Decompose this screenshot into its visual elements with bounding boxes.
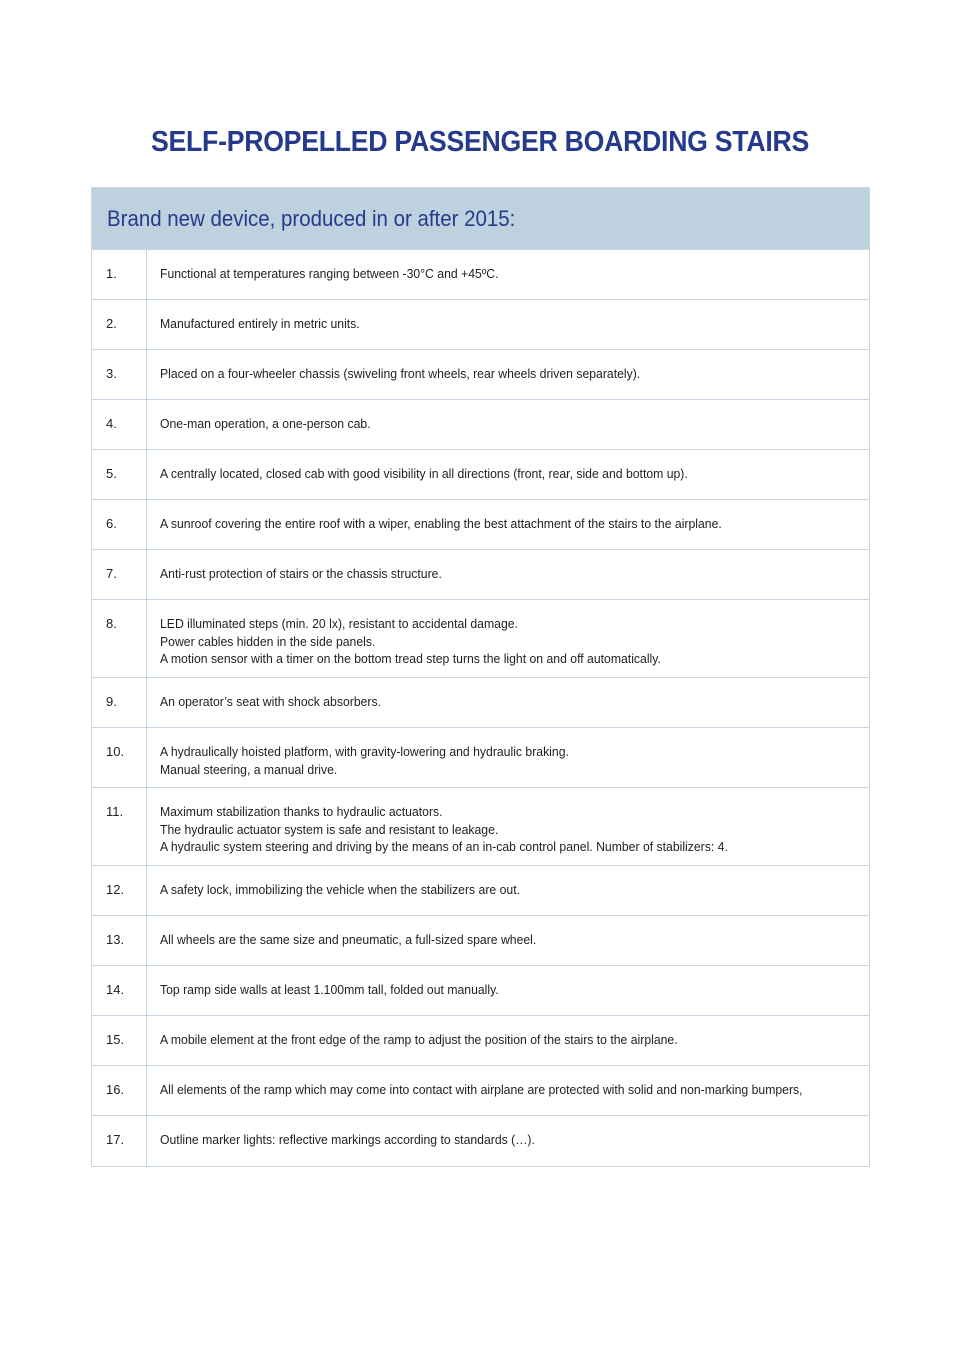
- table-body: [92, 250, 869, 1166]
- row-number: 17.: [92, 1116, 147, 1166]
- table-row: [92, 250, 869, 300]
- row-text-line: A centrally located, closed cab with good visibility in all directions (front, rear, side and bottom up).: [160, 466, 688, 481]
- row-number: 5.: [92, 450, 147, 499]
- table-row: [92, 728, 869, 788]
- table-header: [92, 188, 869, 250]
- row-text: [147, 788, 869, 865]
- row-text-line: Outline marker lights: reflective markings according to standards (…).: [160, 1132, 535, 1147]
- table-row: [92, 500, 869, 550]
- table-row: [92, 866, 869, 916]
- row-text: [147, 600, 869, 677]
- page-title: SELF-PROPELLED PASSENGER BOARDING STAIRS: [150, 126, 810, 158]
- row-text: [147, 300, 869, 349]
- table-row: [92, 678, 869, 728]
- row-text-line: All elements of the ramp which may come into contact with airplane are protected with solid and non-marking bumpers,: [160, 1082, 803, 1097]
- table-row: [92, 450, 869, 500]
- row-text-line: Maximum stabilization thanks to hydraulic actuators.: [160, 804, 443, 819]
- row-text: [147, 916, 869, 965]
- row-text-line: One-man operation, a one-person cab.: [160, 416, 371, 431]
- row-text-line: LED illuminated steps (min. 20 lx), resistant to accidental damage.: [160, 616, 518, 631]
- row-text-line: Manufactured entirely in metric units.: [160, 316, 360, 331]
- row-number: 15.: [92, 1016, 147, 1065]
- row-text: [147, 966, 869, 1015]
- row-number: 6.: [92, 500, 147, 549]
- row-text-line: Placed on a four-wheeler chassis (swiveling front wheels, rear wheels driven separately).: [160, 366, 641, 381]
- table-row: [92, 1066, 869, 1116]
- row-text: [147, 678, 869, 727]
- row-text-line: A motion sensor with a timer on the bottom tread step turns the light on and off automatically.: [160, 651, 661, 666]
- row-number: 10.: [92, 728, 147, 787]
- table-row: [92, 916, 869, 966]
- table-row: [92, 550, 869, 600]
- row-number: 12.: [92, 866, 147, 915]
- row-text-line: A mobile element at the front edge of the ramp to adjust the position of the stairs to the airplane.: [160, 1032, 678, 1047]
- row-text: [147, 500, 869, 549]
- row-number: 9.: [92, 678, 147, 727]
- row-text: [147, 728, 869, 787]
- row-text-line: Top ramp side walls at least 1.100mm tall, folded out manually.: [160, 982, 499, 997]
- table-row: [92, 788, 869, 866]
- row-text: [147, 400, 869, 449]
- table-row: [92, 400, 869, 450]
- row-text-line: Functional at temperatures ranging between -30°C and +45ºC.: [160, 266, 499, 281]
- row-text-line: Power cables hidden in the side panels.: [160, 633, 376, 649]
- row-number: 7.: [92, 550, 147, 599]
- table-header-text: Brand new device, produced in or after 2015:: [107, 205, 516, 231]
- table-row: [92, 300, 869, 350]
- row-text: [147, 350, 869, 399]
- row-number: 3.: [92, 350, 147, 399]
- row-text: [147, 866, 869, 915]
- row-number: 11.: [92, 788, 147, 865]
- spec-table: [91, 187, 870, 1167]
- table-row: [92, 600, 869, 678]
- row-text: [147, 1016, 869, 1065]
- row-text-line: A hydraulically hoisted platform, with gravity-lowering and hydraulic braking.: [160, 744, 569, 759]
- row-text: [147, 550, 869, 599]
- table-row: [92, 1116, 869, 1166]
- row-number: 16.: [92, 1066, 147, 1115]
- row-text: [147, 1116, 869, 1166]
- table-row: [92, 350, 869, 400]
- row-text: [147, 450, 869, 499]
- row-text-line: A sunroof covering the entire roof with a wiper, enabling the best attachment of the stairs to the airplane.: [160, 516, 722, 531]
- table-row: [92, 966, 869, 1016]
- table-row: [92, 1016, 869, 1066]
- row-text-line: All wheels are the same size and pneumatic, a full-sized spare wheel.: [160, 932, 537, 947]
- row-text-line: The hydraulic actuator system is safe and resistant to leakage.: [160, 821, 499, 837]
- row-text-line: An operator’s seat with shock absorbers.: [160, 694, 381, 709]
- row-number: 1.: [92, 250, 147, 299]
- row-text: [147, 1066, 869, 1115]
- row-text-line: Anti-rust protection of stairs or the chassis structure.: [160, 566, 442, 581]
- row-text-line: A hydraulic system steering and driving by the means of an in-cab control panel. Number of stabilizers: 4.: [160, 839, 728, 854]
- row-number: 4.: [92, 400, 147, 449]
- row-text-line: Manual steering, a manual drive.: [160, 761, 338, 777]
- row-text-line: A safety lock, immobilizing the vehicle when the stabilizers are out.: [160, 882, 520, 897]
- row-number: 13.: [92, 916, 147, 965]
- row-number: 8.: [92, 600, 147, 677]
- row-number: 14.: [92, 966, 147, 1015]
- row-number: 2.: [92, 300, 147, 349]
- row-text: [147, 250, 869, 299]
